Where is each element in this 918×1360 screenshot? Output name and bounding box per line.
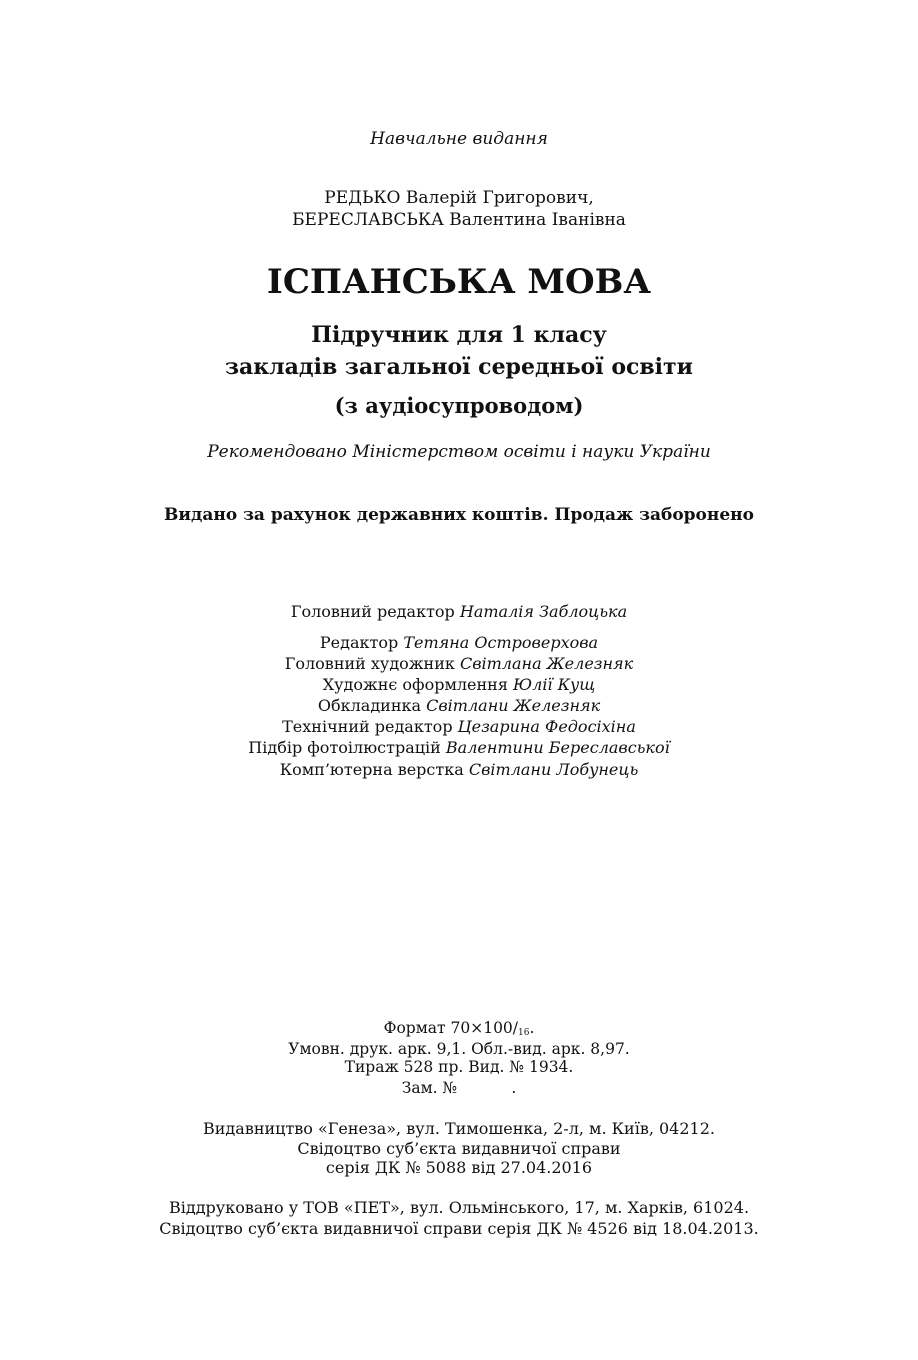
subtitle-line-2: закладів загальної середньої освіти <box>224 354 693 380</box>
printer-line-2: Свідоцтво суб’єкта видавничої справи серія ДК № 4526 від 18.04.2013. <box>159 1219 759 1238</box>
credit-name: Наталія Заблоцька <box>459 602 628 621</box>
credit-line <box>0 633 918 652</box>
subtitle-line-1: Підручник для 1 класу <box>311 322 607 348</box>
credit-name: Юлії Кущ <box>513 675 596 694</box>
credit-role: Обкладинка <box>317 696 427 715</box>
credit-line <box>0 675 918 694</box>
credit-role: Комп’ютерна верстка <box>279 760 469 779</box>
format-prefix: Формат 70×100/ <box>383 1019 519 1037</box>
author-2: БЕРЕСЛАВСЬКА Валентина Іванівна <box>292 210 626 230</box>
sheets-line: Умовн. друк. арк. 9,1. Обл.-вид. арк. 8,97. <box>288 1040 630 1058</box>
format-suffix: . <box>529 1019 535 1037</box>
format-line <box>0 1019 918 1038</box>
credit-name: Світлана Железняк <box>459 654 634 673</box>
recommendation: Рекомендовано Міністерством освіти і науки України <box>207 442 711 462</box>
publisher-line-1: Видавництво «Генеза», вул. Тимошенка, 2-л, м. Київ, 04212. <box>203 1119 715 1138</box>
credit-name: Цезарина Федосіхіна <box>457 717 636 736</box>
printer-line-1: Віддруковано у ТОВ «ПЕТ», вул. Ольмінського, 17, м. Харків, 61024. <box>168 1198 750 1217</box>
credit-line <box>0 760 918 779</box>
credit-role: Підбір фотоілюстрацій <box>248 738 446 757</box>
subtitle-line-3: (з аудіосупроводом) <box>334 393 584 418</box>
credit-role: Головний художник <box>284 654 460 673</box>
credit-role: Головний редактор <box>290 602 460 621</box>
funding-notice: Видано за рахунок державних коштів. Продаж заборонено <box>164 505 754 525</box>
credit-name: Тетяна Островерхова <box>403 633 599 652</box>
credit-line <box>0 654 918 673</box>
credit-name: Валентини Береславської <box>445 738 670 757</box>
book-title: ІСПАНСЬКА МОВА <box>266 262 652 302</box>
credit-line <box>0 738 918 757</box>
format-subscript: 16 <box>518 1028 530 1038</box>
credit-name: Світлани Железняк <box>426 696 601 715</box>
credit-role: Технічний редактор <box>282 717 458 736</box>
edition-type: Навчальне видання <box>370 129 548 149</box>
credit-role: Художнє оформлення <box>322 675 514 694</box>
order-line: Зам. № . <box>401 1079 517 1097</box>
credit-line <box>0 602 918 621</box>
publisher-line-2: Свідоцтво суб’єкта видавничої справи <box>297 1139 621 1158</box>
publisher-line-3: серія ДК № 5088 від 27.04.2016 <box>325 1158 593 1177</box>
credit-role: Редактор <box>319 633 404 652</box>
credit-name: Світлани Лобунець <box>468 760 639 779</box>
credit-line <box>0 696 918 715</box>
author-1: РЕДЬКО Валерій Григорович, <box>324 188 594 208</box>
print-run-line: Тираж 528 пр. Вид. № 1934. <box>344 1058 574 1076</box>
credit-line <box>0 717 918 736</box>
